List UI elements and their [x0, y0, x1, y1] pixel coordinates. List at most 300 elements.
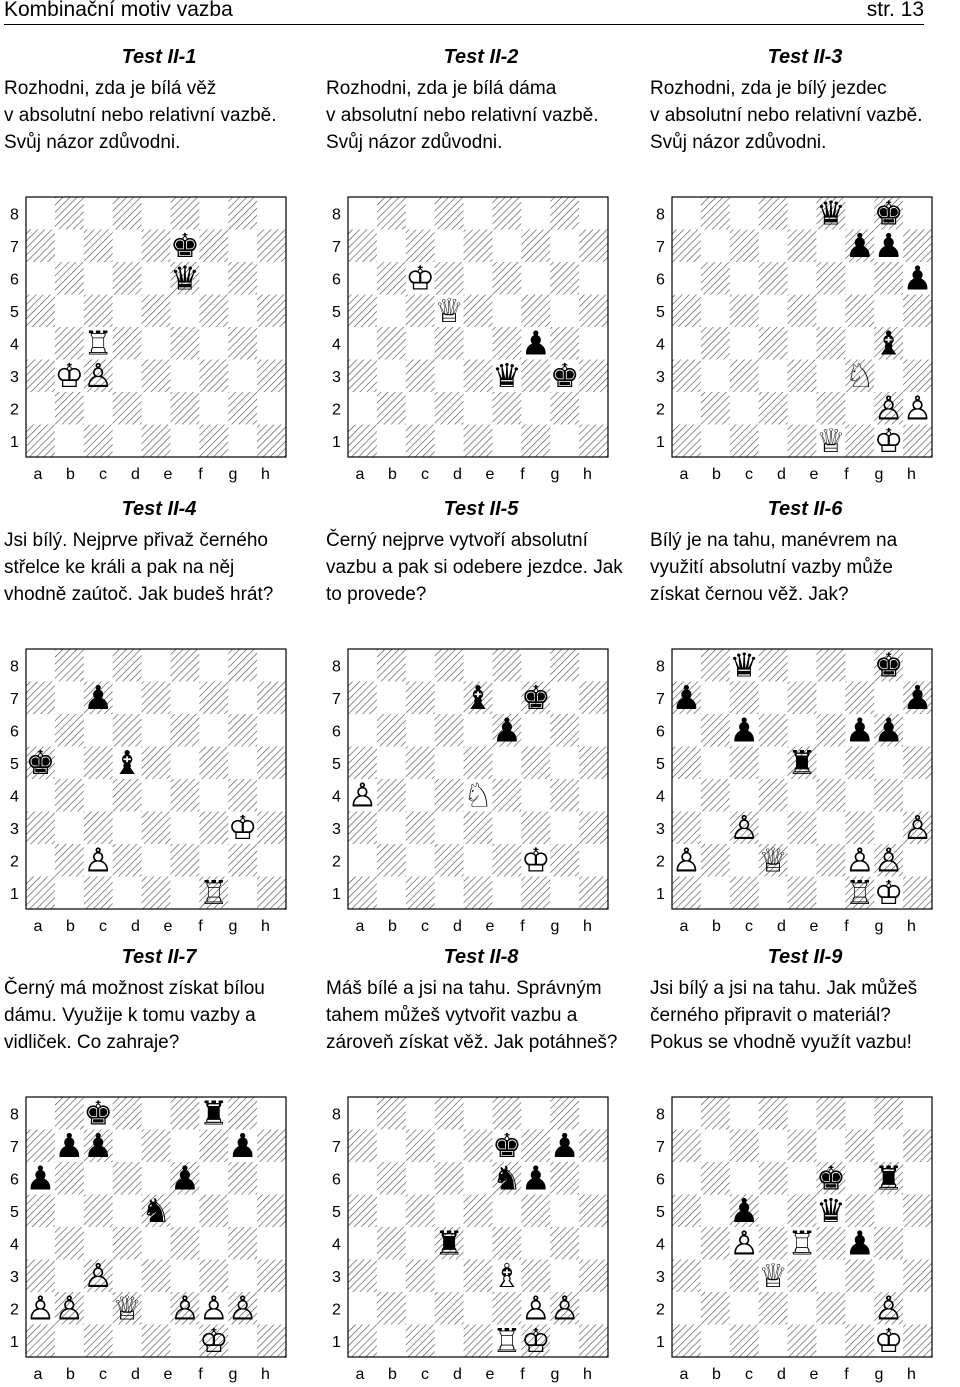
dark-square [816, 1227, 845, 1260]
dark-square [464, 425, 493, 458]
light-square [84, 714, 113, 747]
rank-label: 7 [656, 690, 665, 708]
light-square [903, 1097, 932, 1130]
dark-square [170, 649, 199, 682]
light-square [874, 747, 903, 780]
light-square [845, 197, 874, 230]
light-square [464, 1097, 493, 1130]
chess-board [650, 1092, 942, 1387]
black-king-icon: ♚ [520, 678, 551, 717]
dark-square [730, 1130, 759, 1163]
light-square [406, 1162, 435, 1195]
light-square [816, 1325, 845, 1358]
light-square [348, 714, 377, 747]
dark-square [701, 649, 730, 682]
test-card [326, 496, 636, 935]
dark-square [435, 1097, 464, 1130]
file-label: a [679, 918, 689, 935]
dark-square [550, 779, 579, 812]
test-card [650, 944, 960, 1383]
rank-label: 3 [656, 820, 665, 838]
file-label: e [809, 918, 819, 935]
dark-square [672, 747, 701, 780]
dark-square [816, 327, 845, 360]
dark-square [550, 844, 579, 877]
light-square [377, 230, 406, 263]
dark-square [759, 1097, 788, 1130]
light-square [903, 649, 932, 682]
light-square [730, 1097, 759, 1130]
light-square [257, 844, 286, 877]
file-label: a [33, 918, 43, 935]
light-square [788, 844, 817, 877]
white-knight-icon: ♘ [844, 356, 875, 395]
rank-label: 8 [656, 206, 665, 224]
light-square [816, 812, 845, 845]
light-square [377, 877, 406, 910]
dark-square [406, 1260, 435, 1293]
rank-label: 5 [332, 1203, 341, 1221]
light-square [26, 1097, 55, 1130]
dark-square [257, 1260, 286, 1293]
light-square [228, 425, 257, 458]
light-square [435, 360, 464, 393]
light-square [377, 1260, 406, 1293]
dark-square [228, 197, 257, 230]
light-square [348, 1162, 377, 1195]
file-label: g [550, 1366, 560, 1383]
light-square [377, 1130, 406, 1163]
rank-label: 8 [332, 206, 341, 224]
dark-square [55, 327, 84, 360]
light-square [579, 1097, 608, 1130]
light-square [492, 877, 521, 910]
light-square [113, 1195, 142, 1228]
test-description: Černý nejprve vytvoří absolutní vazbu a pak si odebere jezdce. Jak to provede? [326, 530, 623, 605]
light-square [406, 1292, 435, 1325]
dark-square [701, 197, 730, 230]
white-pawn-icon: ♙ [520, 1288, 551, 1328]
dark-square [672, 1260, 701, 1293]
dark-square [142, 1260, 171, 1293]
file-label: d [777, 1366, 786, 1383]
dark-square [759, 392, 788, 425]
dark-square [579, 812, 608, 845]
light-square [199, 392, 228, 425]
dark-square [579, 1195, 608, 1228]
dark-square [464, 1195, 493, 1228]
dark-square [435, 327, 464, 360]
file-label: g [228, 1366, 238, 1383]
file-label: a [33, 466, 43, 483]
dark-square [26, 1195, 55, 1228]
file-label: e [809, 466, 819, 483]
light-square [759, 1195, 788, 1228]
dark-square [142, 877, 171, 910]
test-card [4, 496, 314, 935]
light-square [845, 779, 874, 812]
light-square [759, 812, 788, 845]
document-title: Kombinační motiv vazba [4, 0, 233, 21]
white-bishop-icon: ♗ [492, 1256, 522, 1295]
dark-square [521, 1130, 550, 1163]
light-square [228, 1325, 257, 1358]
white-king-icon: ♔ [227, 808, 258, 847]
light-square [672, 714, 701, 747]
dark-square [199, 682, 228, 715]
dark-square [874, 1227, 903, 1260]
dark-square [845, 1130, 874, 1163]
light-square [579, 197, 608, 230]
light-square [759, 747, 788, 780]
light-square [257, 392, 286, 425]
light-square [377, 425, 406, 458]
dark-square [406, 1195, 435, 1228]
black-pawn-icon: ♟ [25, 1158, 56, 1198]
file-label: h [907, 1366, 916, 1383]
light-square [26, 649, 55, 682]
rank-label: 3 [10, 368, 19, 386]
file-label: f [198, 1366, 203, 1383]
dark-square [845, 425, 874, 458]
dark-square [348, 877, 377, 910]
dark-square [26, 682, 55, 715]
rank-label: 6 [656, 723, 665, 741]
light-square [701, 877, 730, 910]
light-square [874, 360, 903, 393]
light-square [730, 392, 759, 425]
light-square [816, 877, 845, 910]
dark-square [228, 1162, 257, 1195]
light-square [257, 714, 286, 747]
chess-diagram [650, 644, 940, 934]
dark-square [142, 425, 171, 458]
dark-square [406, 230, 435, 263]
light-square [257, 779, 286, 812]
light-square [170, 425, 199, 458]
rank-label: 5 [10, 755, 19, 773]
dark-square [701, 1162, 730, 1195]
light-square [170, 812, 199, 845]
light-square [464, 262, 493, 295]
dark-square [55, 197, 84, 230]
dark-square [435, 392, 464, 425]
light-square [845, 649, 874, 682]
white-pawn-icon: ♙ [671, 840, 702, 880]
black-rook-icon: ♜ [434, 1223, 464, 1263]
rank-label: 2 [656, 1301, 665, 1319]
light-square [672, 392, 701, 425]
dark-square [464, 1260, 493, 1293]
white-rook-icon: ♖ [844, 873, 875, 912]
black-pawn-icon: ♟ [902, 258, 933, 298]
light-square [55, 295, 84, 328]
light-square [199, 844, 228, 877]
file-label: h [261, 918, 270, 935]
dark-square [903, 425, 932, 458]
dark-square [377, 1227, 406, 1260]
rank-label: 3 [332, 1268, 341, 1286]
light-square [199, 649, 228, 682]
black-bishop-icon: ♝ [112, 743, 142, 782]
test-description: Rozhodni, zda je bílá věž v absolutní nebo relativní vazbě. Svůj názor zdůvodni. [4, 78, 277, 153]
light-square [55, 230, 84, 263]
dark-square [348, 360, 377, 393]
page-number: str. 13 [866, 0, 924, 21]
dark-square [26, 812, 55, 845]
light-square [348, 1227, 377, 1260]
dark-square [492, 327, 521, 360]
light-square [464, 649, 493, 682]
rank-label: 2 [10, 853, 19, 871]
dark-square [170, 392, 199, 425]
dark-square [406, 295, 435, 328]
black-king-icon: ♚ [816, 1158, 846, 1198]
file-label: f [520, 1366, 525, 1383]
black-pawn-icon: ♟ [729, 1191, 760, 1230]
dark-square [199, 1130, 228, 1163]
dark-square [199, 1195, 228, 1228]
light-square [228, 1195, 257, 1228]
test-title: Test II-2 [443, 46, 519, 68]
black-bishop-icon: ♝ [463, 678, 493, 717]
dark-square [348, 230, 377, 263]
dark-square [903, 295, 932, 328]
dark-square [199, 295, 228, 328]
dark-square [348, 812, 377, 845]
light-square [26, 262, 55, 295]
chess-diagram [650, 1092, 940, 1382]
test-title: Test II-1 [121, 46, 197, 68]
file-label: g [228, 466, 238, 483]
white-pawn-icon: ♙ [170, 1288, 200, 1328]
file-label: e [809, 1366, 819, 1383]
light-square [377, 1325, 406, 1358]
light-square [701, 360, 730, 393]
test-title: Test II-9 [767, 946, 843, 968]
dark-square [113, 1227, 142, 1260]
dark-square [521, 812, 550, 845]
light-square [257, 197, 286, 230]
dark-square [26, 230, 55, 263]
test-description: Rozhodni, zda je bílý jezdec v absolutní nebo relativní vazbě. Svůj názor zdůvodni. [650, 78, 923, 153]
dark-square [788, 360, 817, 393]
white-pawn-icon: ♙ [729, 808, 760, 847]
white-king-icon: ♔ [520, 840, 551, 880]
light-square [759, 1325, 788, 1358]
rank-label: 3 [10, 820, 19, 838]
dark-square [170, 1227, 199, 1260]
dark-square [199, 1260, 228, 1293]
black-pawn-icon: ♟ [83, 1126, 114, 1165]
dark-square [845, 747, 874, 780]
file-label: c [421, 466, 429, 483]
dark-square [874, 779, 903, 812]
black-pawn-icon: ♟ [671, 678, 702, 717]
file-label: f [520, 918, 525, 935]
light-square [759, 1130, 788, 1163]
white-queen-icon: ♕ [112, 1288, 142, 1328]
dark-square [903, 1195, 932, 1228]
dark-square [26, 425, 55, 458]
light-square [199, 714, 228, 747]
dark-square [199, 812, 228, 845]
light-square [113, 230, 142, 263]
light-square [903, 1162, 932, 1195]
dark-square [579, 682, 608, 715]
black-rook-icon: ♜ [198, 1093, 229, 1133]
file-label: g [550, 466, 560, 483]
dark-square [377, 1292, 406, 1325]
rank-label: 1 [10, 433, 19, 451]
dark-square [874, 1097, 903, 1130]
dark-square [816, 844, 845, 877]
light-square [521, 649, 550, 682]
white-pawn-icon: ♙ [25, 1288, 56, 1328]
light-square [113, 812, 142, 845]
white-king-icon: ♔ [873, 873, 904, 912]
dark-square [579, 747, 608, 780]
chess-diagram [4, 1092, 294, 1382]
dark-square [788, 1195, 817, 1228]
file-label: b [712, 1366, 721, 1383]
dark-square [142, 295, 171, 328]
dark-square [170, 779, 199, 812]
chess-board [326, 644, 618, 939]
chess-board [326, 192, 618, 487]
light-square [142, 327, 171, 360]
dark-square [377, 714, 406, 747]
light-square [521, 1097, 550, 1130]
light-square [170, 1195, 199, 1228]
dark-square [816, 392, 845, 425]
dark-square [672, 295, 701, 328]
light-square [113, 1325, 142, 1358]
dark-square [672, 425, 701, 458]
rank-label: 3 [332, 368, 341, 386]
white-knight-icon: ♘ [463, 775, 493, 815]
white-king-icon: ♔ [873, 1321, 904, 1360]
light-square [550, 747, 579, 780]
black-pawn-icon: ♟ [844, 1223, 875, 1263]
black-queen-icon: ♛ [729, 645, 760, 685]
dark-square [550, 197, 579, 230]
light-square [113, 360, 142, 393]
dark-square [701, 844, 730, 877]
light-square [874, 1195, 903, 1228]
file-label: g [874, 466, 884, 483]
dark-square [816, 1292, 845, 1325]
black-queen-icon: ♛ [816, 193, 846, 233]
dark-square [257, 295, 286, 328]
file-label: d [131, 1366, 140, 1383]
file-label: d [131, 918, 140, 935]
light-square [257, 1292, 286, 1325]
dark-square [759, 197, 788, 230]
dark-square [759, 1292, 788, 1325]
light-square [903, 714, 932, 747]
light-square [492, 682, 521, 715]
black-king-icon: ♚ [170, 226, 200, 265]
light-square [377, 812, 406, 845]
dark-square [672, 1325, 701, 1358]
dark-square [170, 327, 199, 360]
rank-label: 6 [656, 1171, 665, 1189]
rank-label: 1 [332, 433, 341, 451]
light-square [377, 360, 406, 393]
dark-square [55, 1097, 84, 1130]
dark-square [903, 1260, 932, 1293]
dark-square [26, 295, 55, 328]
light-square [170, 682, 199, 715]
dark-square [730, 425, 759, 458]
file-label: h [583, 1366, 592, 1383]
dark-square [903, 747, 932, 780]
light-square [788, 1097, 817, 1130]
light-square [788, 327, 817, 360]
light-square [84, 392, 113, 425]
file-label: c [99, 466, 107, 483]
black-king-icon: ♚ [549, 356, 580, 395]
light-square [377, 1195, 406, 1228]
light-square [406, 649, 435, 682]
rank-label: 6 [10, 271, 19, 289]
light-square [55, 1325, 84, 1358]
light-square [377, 295, 406, 328]
white-king-icon: ♔ [198, 1321, 229, 1360]
light-square [579, 262, 608, 295]
rank-label: 8 [10, 1106, 19, 1124]
light-square [492, 812, 521, 845]
rank-label: 7 [656, 238, 665, 256]
black-pawn-icon: ♟ [492, 710, 522, 750]
dark-square [521, 295, 550, 328]
dark-square [170, 844, 199, 877]
dark-square [26, 1325, 55, 1358]
test-description: Jsi bílý. Nejprve přivaž černého střelce ke králi a pak na něj vhodně zaútoč. Jak budeš hrát? [4, 530, 274, 605]
light-square [406, 197, 435, 230]
dark-square [435, 1292, 464, 1325]
dark-square [730, 747, 759, 780]
light-square [730, 197, 759, 230]
light-square [348, 844, 377, 877]
rank-label: 6 [10, 1171, 19, 1189]
dark-square [788, 1130, 817, 1163]
light-square [874, 812, 903, 845]
light-square [406, 1097, 435, 1130]
dark-square [228, 1097, 257, 1130]
light-square [142, 1227, 171, 1260]
dark-square [257, 877, 286, 910]
dark-square [84, 747, 113, 780]
dark-square [377, 649, 406, 682]
dark-square [521, 360, 550, 393]
dark-square [579, 295, 608, 328]
light-square [579, 779, 608, 812]
light-square [26, 197, 55, 230]
dark-square [84, 877, 113, 910]
dark-square [845, 812, 874, 845]
dark-square [759, 262, 788, 295]
file-label: g [550, 918, 560, 935]
dark-square [257, 230, 286, 263]
dark-square [816, 262, 845, 295]
white-pawn-icon: ♙ [873, 840, 904, 880]
light-square [142, 1097, 171, 1130]
light-square [435, 1130, 464, 1163]
dark-square [435, 262, 464, 295]
dark-square [701, 262, 730, 295]
